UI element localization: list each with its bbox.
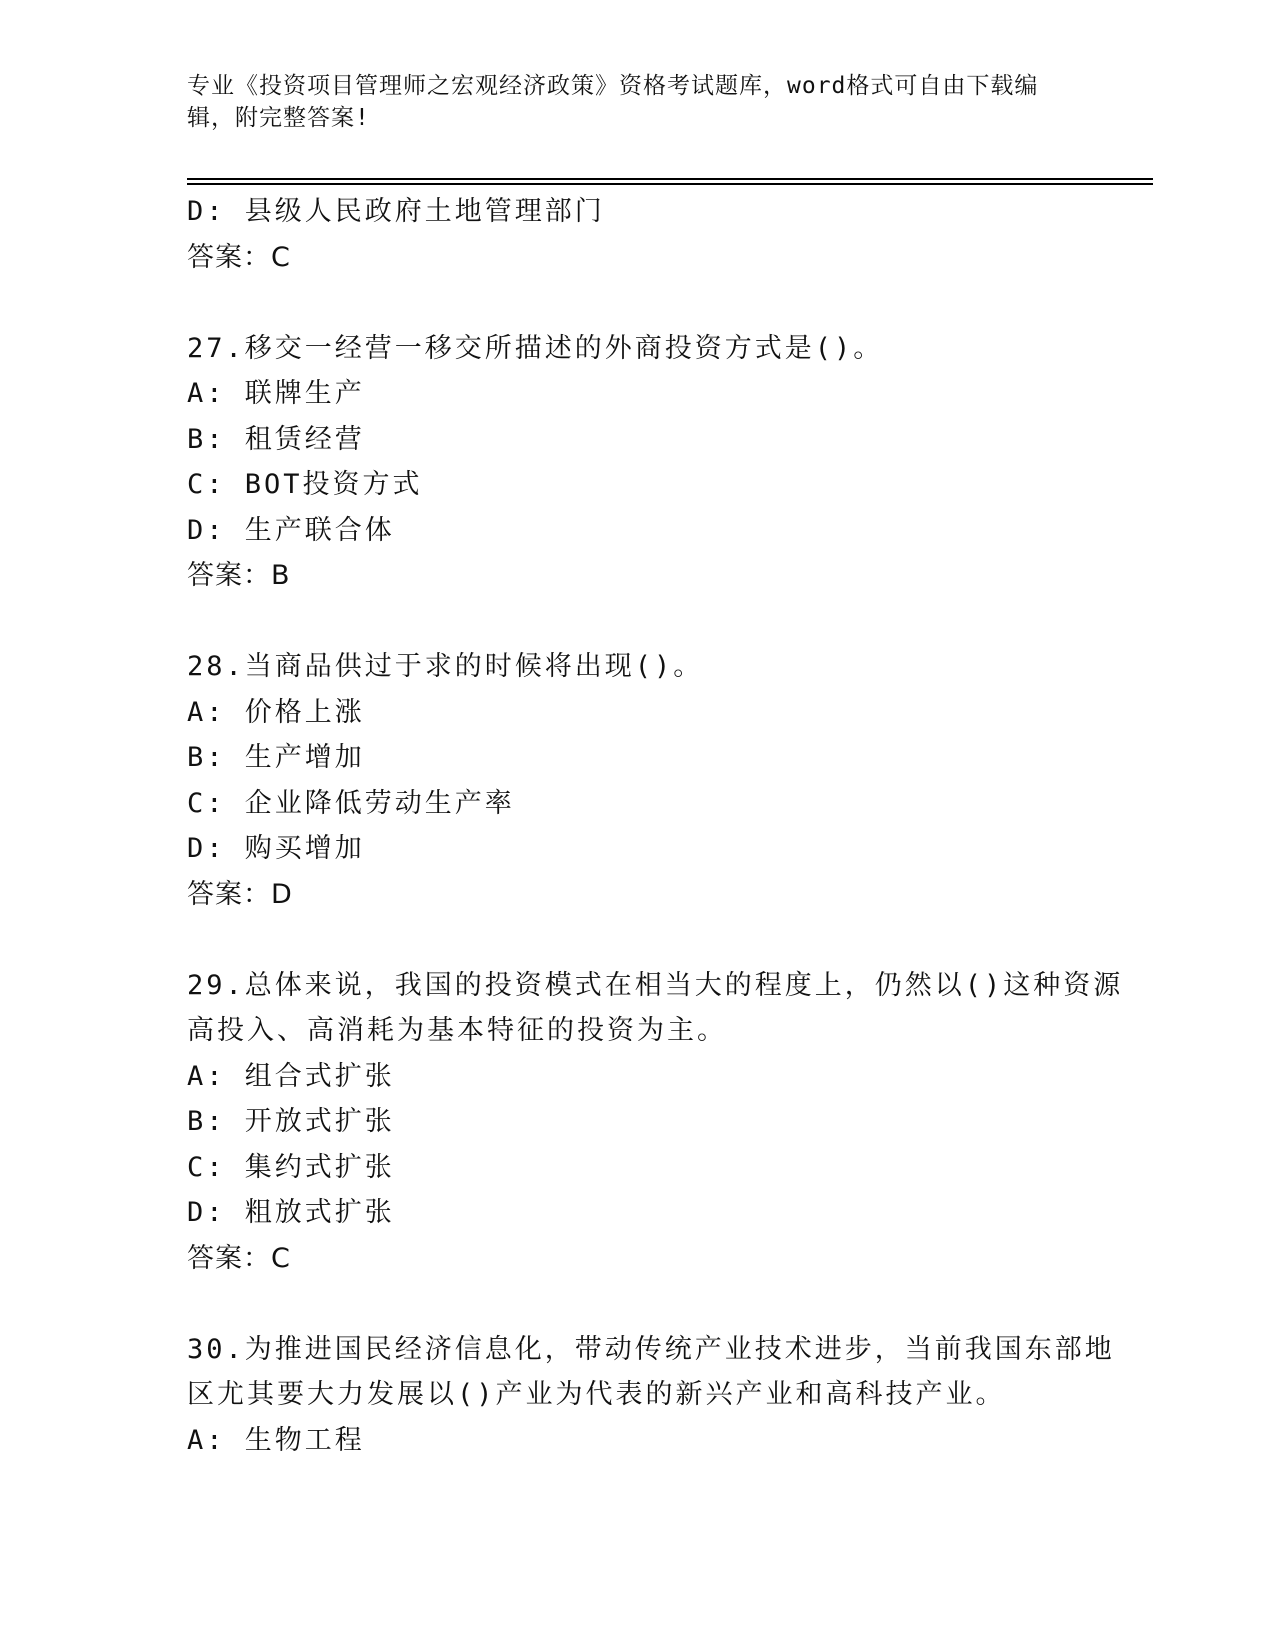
- option-a: A: 价格上涨: [187, 696, 365, 728]
- question-27: [187, 326, 1087, 599]
- option-c: C: BOT投资方式: [187, 469, 423, 500]
- header-divider-bottom: [187, 183, 1153, 185]
- question-stem-line-1: 29.总体来说，我国的投资模式在相当大的程度上，仍然以()这种资源: [187, 969, 1124, 1001]
- answer: 答案：C: [187, 1242, 291, 1274]
- header-line-1: 专业《投资项目管理师之宏观经济政策》资格考试题库，word格式可自由下载编: [187, 73, 1039, 99]
- prev-option-d: D: 县级人民政府土地管理部门: [187, 196, 605, 227]
- question-content: [187, 189, 1124, 1463]
- question-spacer: [187, 917, 1087, 963]
- question-29: [187, 963, 1124, 1282]
- document-header: [187, 70, 1087, 134]
- question-spacer: [187, 599, 1087, 645]
- option-a: A: 组合式扩张: [187, 1060, 395, 1092]
- answer: 答案：B: [187, 560, 291, 591]
- answer: 答案：D: [187, 878, 293, 910]
- question-stem-line-2: 高投入、高消耗为基本特征的投资为主。: [187, 1015, 727, 1046]
- option-a: A: 联牌生产: [187, 378, 365, 409]
- question-28: [187, 644, 1087, 917]
- option-b: B: 租赁经营: [187, 423, 365, 455]
- option-d: D: 生产联合体: [187, 514, 395, 546]
- option-b: B: 开放式扩张: [187, 1106, 395, 1137]
- option-c: C: 企业降低劳动生产率: [187, 787, 515, 819]
- question-stem-line-2: 区尤其要大力发展以()产业为代表的新兴产业和高科技产业。: [187, 1379, 1006, 1410]
- question-stem: 27.移交一经营一移交所描述的外商投资方式是()。: [187, 332, 884, 364]
- header-divider-top: [187, 178, 1153, 180]
- option-d: D: 购买增加: [187, 833, 365, 864]
- prev-answer: 答案：C: [187, 241, 291, 273]
- question-spacer: [187, 1281, 1087, 1327]
- question-spacer: [187, 280, 1087, 326]
- option-b: B: 生产增加: [187, 742, 365, 773]
- question-30: [187, 1327, 1115, 1464]
- header-line-2: 辑，附完整答案!: [187, 105, 370, 131]
- question-stem-line-1: 30.为推进国民经济信息化，带动传统产业技术进步，当前我国东部地: [187, 1333, 1115, 1365]
- option-d: D: 粗放式扩张: [187, 1197, 395, 1228]
- option-c: C: 集约式扩张: [187, 1151, 395, 1183]
- question-stem: 28.当商品供过于求的时候将出现()。: [187, 651, 704, 682]
- option-a: A: 生物工程: [187, 1424, 365, 1456]
